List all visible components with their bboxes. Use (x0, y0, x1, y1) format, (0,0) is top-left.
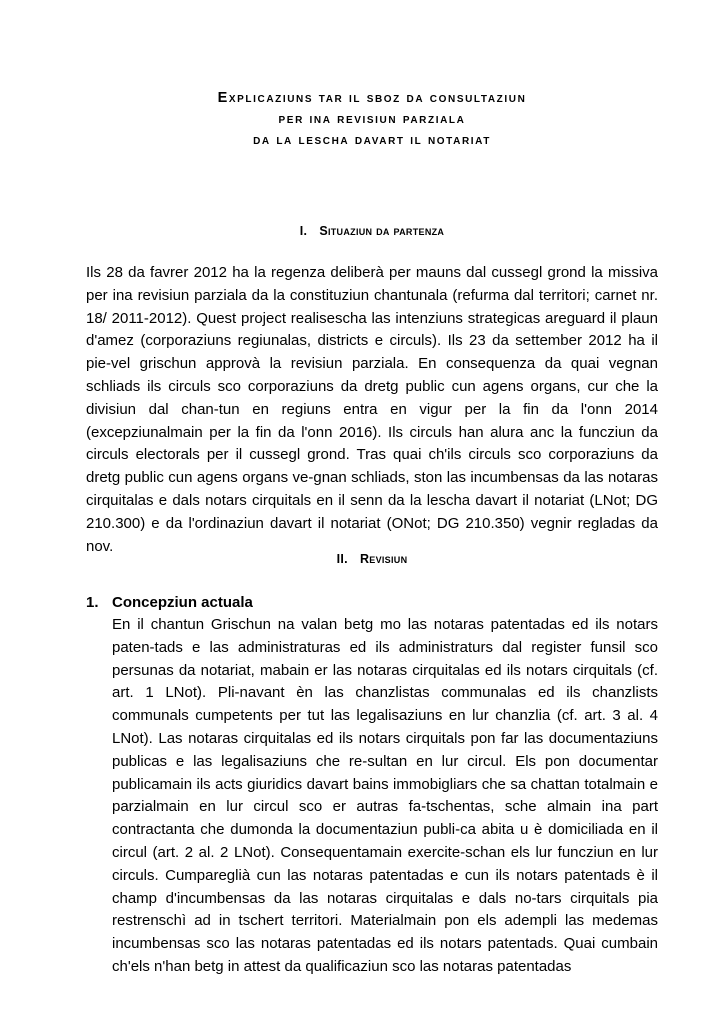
title-line-2: per ina revisiun parziala (278, 111, 466, 127)
title-line-1: Explicaziuns tar il sboz da consultaziun (217, 90, 527, 106)
section-1-paragraph: Ils 28 da favrer 2012 ha la regenza deliberà per mauns dal cussegl grond la missiva per ina revisiun parziala da la constituziun chantunala (refurma dal territori; carnet nr. 18/ 2011-2012). Quest project realisescha las intenziuns strategicas areguard il plaun d'amez (corporaziuns regiunalas, districts e circuls). Ils 23 da settember 2012 ha il pie-vel grischun approvà la revisiun parziala. En consequenza da quai vegnan schliads ils circuls sco corporaziuns da dretg public cun agens organs, cur che la divisiun dal chan-tun en regiuns entra en vigur per la fin da l'onn 2014 (excepziunalmain per la fin da l'onn 2016). Ils circuls han alura anc la funcziun da circuls electorals per il cussegl grond. Tras quai ch'ils circuls sco corporaziuns da dretg public cun agens organs ve-gnan schliads, ston las incumbensas da las notaras cirquitalas e dals notars cirquitals en il senn da la lescha davart il notariat (LNot; DG 210.300) e da l'ordinaziun davart il notariat (ONot; DG 210.350) vegnir regladas da nov. (86, 264, 658, 555)
section-2-number: II. (336, 552, 348, 566)
subsection-1-heading (86, 594, 253, 611)
subsection-1-number: 1. (86, 594, 99, 611)
section-2-heading (86, 552, 658, 566)
subsection-1-paragraph: En il chantun Grischun na valan betg mo las notaras patentadas ed ils notars paten-tads e las administraturas ed ils administraturs dal register funsil sco persunas da notariat, mabain er las notaras cirquitalas ed ils notars cirquitals (cf. art. 1 LNot). Pli-navant èn las chanzlistas communalas ed ils chanzlists communals cumpetents per tut las legalisaziuns en lur chanzlia (cf. art. 3 al. 4 LNot). Las notaras cirquitalas ed ils notars cirquitals pon far las documentaziuns publicas e las legalisaziuns che re-sultan en lur circul. Els pon documentar publicamain ils acts giuridics davart bains immobigliars che sa chattan totalmain e parzialmain en lur circul sco er autras fa-tschentas, sche almain ina part contractanta che dumonda la documentaziun publi-ca abita u è domiciliada en il circul (art. 2 al. 2 LNot). Consequentamain exercite-schan els lur funcziun en lur circuls. Cumpareglià cun las notaras patentadas e cun ils notars patentads è il champ d'incumbensas da las notaras cirquitalas e dals no-tars cirquitals pia restrenschì ad in tschert territori. Materialmain pon els adempli las medemas incumbensas sco las notaras patentadas ed ils notars patentads. Quai cumbain ch'els n'han betg in attest da qualificaziun sco las notaras patentadas (112, 616, 658, 975)
section-1-heading (86, 224, 658, 238)
section-1-number: I. (299, 224, 308, 238)
section-2-title: Revisiun (359, 552, 408, 566)
document-title (86, 88, 658, 151)
title-line-3: da la lescha davart il notariat (253, 132, 491, 148)
subsection-1-title: Concepziun actuala (112, 594, 253, 611)
section-1-title: Situaziun da partenza (319, 224, 445, 238)
